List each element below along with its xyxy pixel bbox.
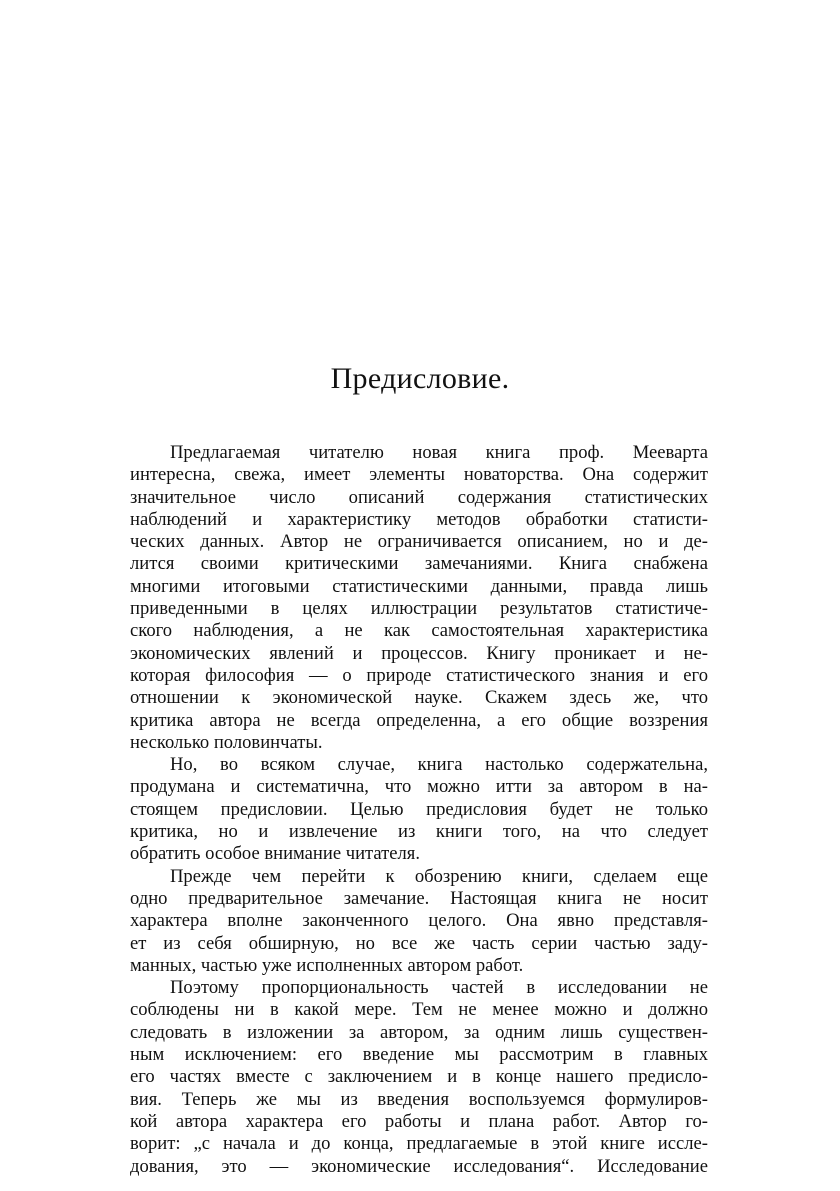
text-line: характера вполне законченного целого. Она явно представля-: [130, 910, 708, 932]
page-title: Предисловие.: [330, 362, 510, 395]
text-line: ческих данных. Автор не ограничивается описанием, но и де-: [130, 531, 708, 553]
text-line: его частях вместе с заключением и в конце нашего предисло-: [130, 1066, 708, 1088]
text-line: ным исключением: его введение мы рассмотрим в главных: [130, 1044, 708, 1066]
text-line: отношении к экономической науке. Скажем здесь же, что: [130, 687, 708, 709]
text-line: Прежде чем перейти к обозрению книги, сделаем еще: [170, 865, 708, 887]
text-line: многими итоговыми статистическими данными, правда лишь: [130, 575, 708, 597]
text-line: значительное число описаний содержания статистических: [130, 486, 708, 508]
text-line: Предлагаемая читателю новая книга проф. Мееварта: [170, 442, 708, 463]
text-line: приведенными в целях иллюстрации результатов статистиче-: [130, 598, 708, 620]
text-line: которая философия — о природе статистического знания и его: [130, 664, 708, 686]
text-line: следовать в изложении за автором, за одним лишь существен-: [130, 1021, 708, 1043]
text-line: дования, это — экономические исследования“. Исследование: [130, 1155, 708, 1177]
text-line: обратить особое внимание читателя.: [130, 843, 421, 865]
text-line: несколько половинчаты.: [130, 731, 323, 753]
text-line: ворит: „с начала и до конца, предлагаемые в этой книге иссле-: [130, 1133, 708, 1155]
text-line: наблюдений и характеристику методов обработки статисти-: [130, 508, 708, 530]
text-line: критика автора не всегда определенна, а его общие воззрения: [130, 709, 708, 731]
text-line: критика, но и извлечение из книги того, на что следует: [130, 821, 708, 843]
text-line: интересна, свежа, имеет элементы новаторства. Она содержит: [130, 464, 708, 486]
text-line: ет из себя обширную, но все же часть серии частью заду-: [130, 932, 708, 954]
text-line: Но, во всяком случае, книга настолько содержательна,: [170, 754, 708, 776]
text-line: продумана и систематична, что можно итти за автором в на-: [130, 776, 708, 798]
text-line: соблюдены ни в какой мере. Тем не менее можно и должно: [130, 999, 708, 1021]
text-line: одно предварительное замечание. Настоящая книга не носит: [130, 887, 708, 909]
text-line: экономических явлений и процессов. Книгу проникает и не-: [130, 642, 708, 664]
preface-body: [130, 442, 708, 1178]
text-line: стоящем предисловии. Целью предисловия будет не только: [130, 798, 708, 820]
text-line: кой автора характера его работы и плана работ. Автор го-: [130, 1110, 708, 1132]
text-line: лится своими критическими замечаниями. Книга снабжена: [130, 553, 708, 575]
text-line: манных, частью уже исполненных автором работ.: [130, 954, 524, 976]
text-line: ского наблюдения, а не как самостоятельная характеристика: [130, 620, 708, 642]
text-line: Поэтому пропорциональность частей в исследовании не: [170, 977, 708, 999]
text-line: вия. Теперь же мы из введения воспользуемся формулиров-: [130, 1088, 708, 1110]
